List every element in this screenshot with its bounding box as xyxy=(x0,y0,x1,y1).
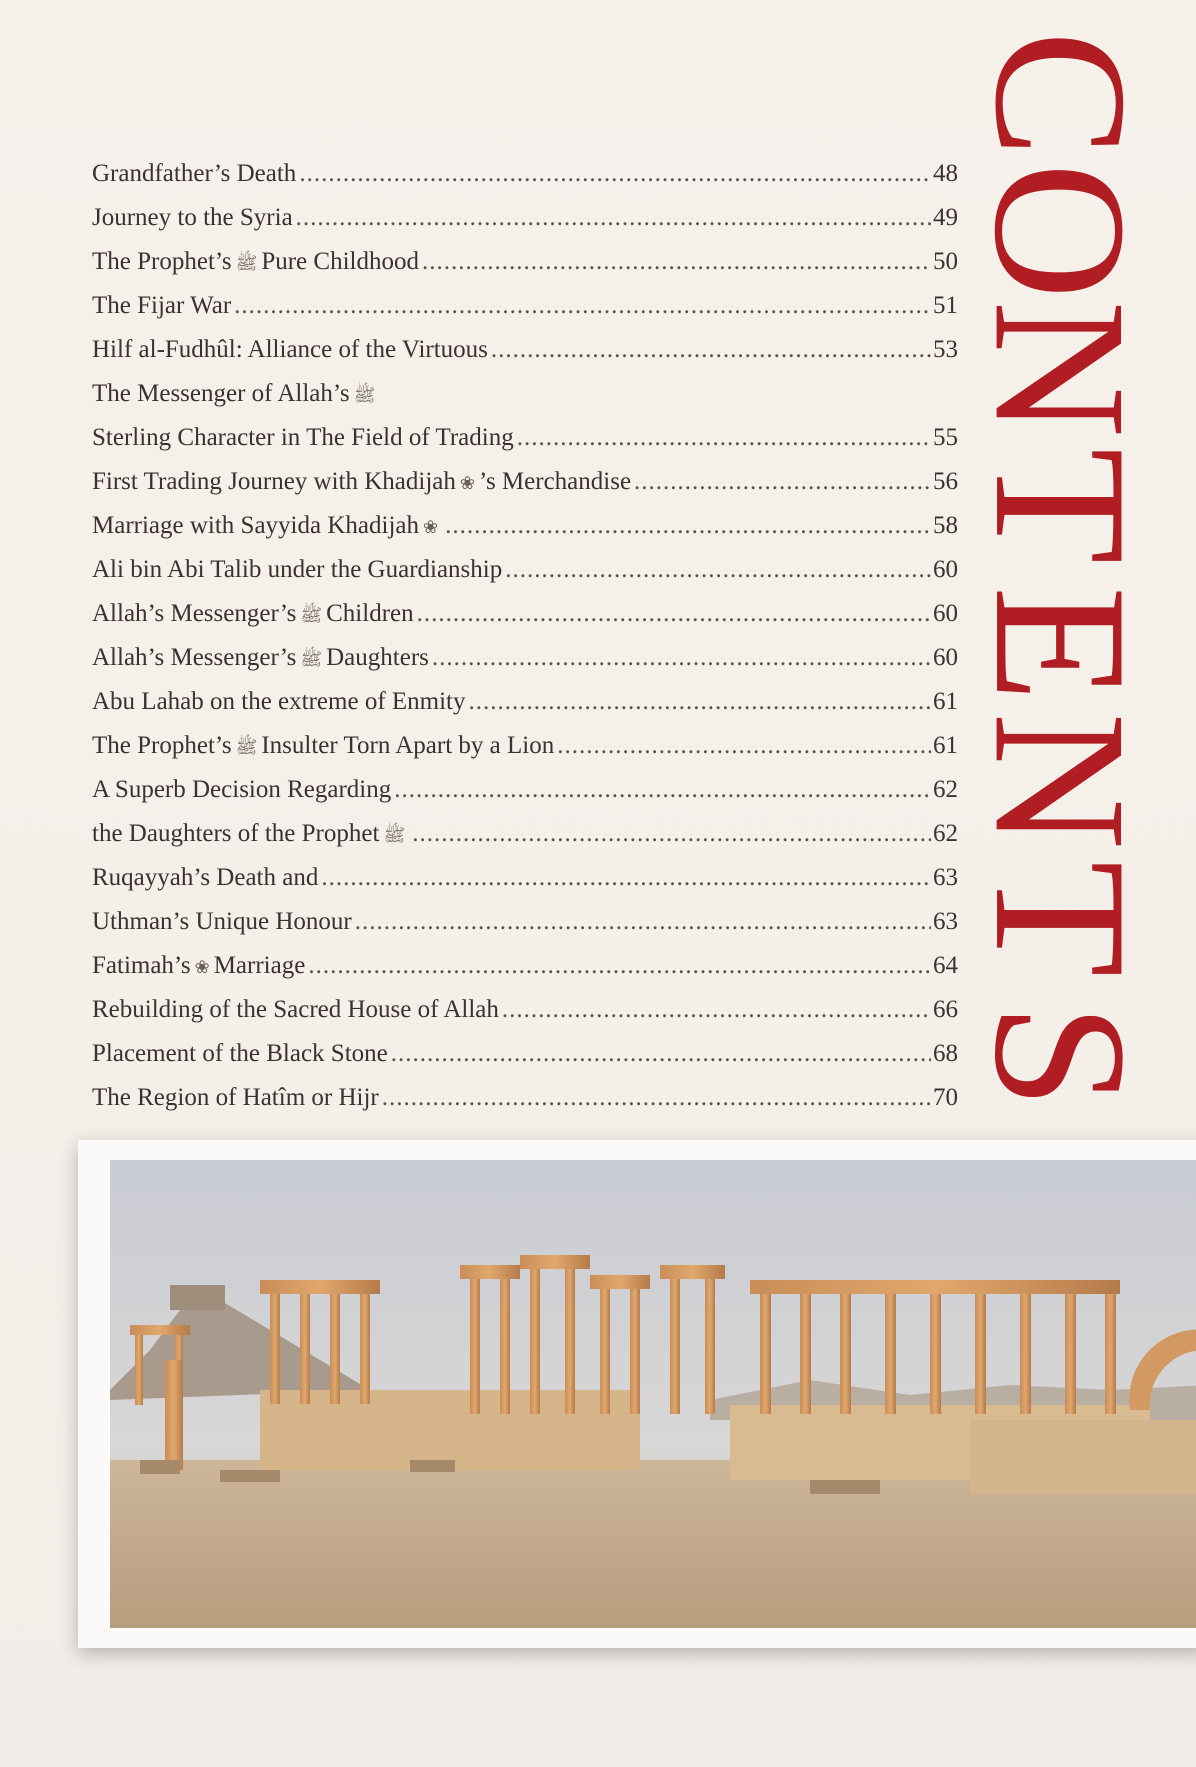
honorific-icon: ❀ xyxy=(459,473,475,493)
dot-leader xyxy=(234,284,931,328)
dot-leader xyxy=(491,328,931,372)
toc-page-number: 61 xyxy=(933,732,958,759)
dot-leader xyxy=(355,900,931,944)
toc-entry xyxy=(92,680,958,724)
toc-entry-title: Uthman’s Unique Honour xyxy=(92,908,352,935)
dot-leader xyxy=(321,856,931,900)
toc-entry-title: Placement of the Black Stone xyxy=(92,1040,388,1067)
toc-entry xyxy=(92,548,958,592)
heading-letter: T xyxy=(955,860,1165,977)
toc-page-number: 70 xyxy=(933,1084,958,1111)
toc-entry-title-cont: Marriage xyxy=(213,952,306,979)
toc-entry xyxy=(92,416,958,460)
table-of-contents xyxy=(92,152,958,1120)
toc-entry-title-cont: Children xyxy=(326,600,414,627)
toc-entry-title: Grandfather’s Death xyxy=(92,160,297,187)
toc-page-number: 56 xyxy=(933,468,958,495)
toc-page-number: 66 xyxy=(933,996,958,1023)
dot-leader xyxy=(634,460,931,504)
heading-letter: C xyxy=(954,30,1165,158)
toc-entry-title: The Region of Hatîm or Hijr xyxy=(92,1084,379,1111)
toc-page-number: 63 xyxy=(933,908,958,935)
toc-entry xyxy=(92,284,958,328)
toc-page-number: 53 xyxy=(933,336,958,363)
toc-entry-title: Hilf al-Fudhûl: Alliance of the Virtuous xyxy=(92,336,488,363)
dot-leader xyxy=(296,196,931,240)
toc-page-number: 63 xyxy=(933,864,958,891)
dot-leader xyxy=(505,548,931,592)
honorific-icon: ﷺ xyxy=(300,605,323,625)
toc-entry xyxy=(92,856,958,900)
toc-entry-title: The Fijar War xyxy=(92,292,232,319)
dot-leader xyxy=(391,1032,931,1076)
heading-letter: S xyxy=(954,1003,1165,1109)
honorific-icon: ﷺ xyxy=(235,253,258,273)
toc-entry-title: Marriage with Sayyida Khadijah xyxy=(92,512,419,539)
toc-entry-title: First Trading Journey with Khadijah xyxy=(92,468,456,495)
dot-leader xyxy=(382,1076,931,1120)
toc-entry-title: Abu Lahab on the extreme of Enmity xyxy=(92,688,466,715)
dot-leader xyxy=(502,988,931,1032)
toc-entry xyxy=(92,1032,958,1076)
toc-page-number: 62 xyxy=(933,776,958,803)
toc-entry-title: the Daughters of the Prophet xyxy=(92,820,380,847)
toc-page-number: 68 xyxy=(933,1040,958,1067)
toc-page-number: 58 xyxy=(933,512,958,539)
toc-entry xyxy=(92,988,958,1032)
toc-page-number: 62 xyxy=(933,820,958,847)
dot-leader xyxy=(517,416,931,460)
toc-entry-title: The Messenger of Allah’s xyxy=(92,380,350,407)
toc-entry xyxy=(92,636,958,680)
ruins-illustration xyxy=(110,1160,1196,1628)
toc-page-number: 51 xyxy=(933,292,958,319)
dot-leader xyxy=(445,504,931,548)
toc-entry xyxy=(92,152,958,196)
toc-entry xyxy=(92,592,958,636)
toc-entry xyxy=(92,504,958,548)
toc-entry xyxy=(92,372,958,416)
toc-entry-title: Allah’s Messenger’s xyxy=(92,644,297,671)
dot-leader xyxy=(557,724,931,768)
heading-letter: N xyxy=(955,300,1165,438)
heading-letter: N xyxy=(955,712,1165,850)
toc-entry-title-cont: ’s Merchandise xyxy=(479,468,632,495)
dot-leader xyxy=(308,944,931,988)
toc-page-number: 60 xyxy=(933,644,958,671)
toc-page-number: 55 xyxy=(933,424,958,451)
toc-entry-title: Journey to the Syria xyxy=(92,204,293,231)
dot-leader xyxy=(412,812,931,856)
heading-letter: T xyxy=(955,448,1165,565)
honorific-icon: ﷺ xyxy=(300,649,323,669)
dot-leader xyxy=(299,152,931,196)
honorific-icon: ﷺ xyxy=(235,737,258,757)
contents-heading xyxy=(950,30,1170,1120)
toc-entry xyxy=(92,900,958,944)
toc-entry-title-cont: Insulter Torn Apart by a Lion xyxy=(261,732,555,759)
toc-entry xyxy=(92,944,958,988)
toc-page-number: 50 xyxy=(933,248,958,275)
toc-page-number: 60 xyxy=(933,600,958,627)
toc-entry-title: Rebuilding of the Sacred House of Allah xyxy=(92,996,499,1023)
toc-entry-title: Sterling Character in The Field of Trading xyxy=(92,424,514,451)
honorific-icon: ﷺ xyxy=(383,825,406,845)
toc-entry-title: Ali bin Abi Talib under the Guardianship xyxy=(92,556,503,583)
toc-page-number: 48 xyxy=(933,160,958,187)
dot-leader xyxy=(394,768,931,812)
heading-letter: E xyxy=(955,585,1165,702)
toc-entry-title: A Superb Decision Regarding xyxy=(92,776,392,803)
toc-entry xyxy=(92,812,958,856)
toc-entry-title: The Prophet’s xyxy=(92,248,232,275)
toc-entry-title-cont: Daughters xyxy=(326,644,429,671)
toc-entry-title: The Prophet’s xyxy=(92,732,232,759)
toc-entry xyxy=(92,768,958,812)
toc-entry xyxy=(92,1076,958,1120)
toc-entry-title: Fatimah’s xyxy=(92,952,191,979)
dot-leader xyxy=(469,680,932,724)
dot-leader xyxy=(417,592,931,636)
toc-page-number: 60 xyxy=(933,556,958,583)
honorific-icon: ❀ xyxy=(194,957,210,977)
toc-entry-title: Allah’s Messenger’s xyxy=(92,600,297,627)
toc-entry xyxy=(92,460,958,504)
toc-entry xyxy=(92,724,958,768)
heading-letter: O xyxy=(955,162,1165,301)
dot-leader xyxy=(422,240,931,284)
toc-page-number: 64 xyxy=(933,952,958,979)
dot-leader xyxy=(432,636,931,680)
toc-page-number: 61 xyxy=(933,688,958,715)
photo-frame xyxy=(78,1140,1196,1648)
honorific-icon: ﷺ xyxy=(353,385,376,405)
ruins-photo xyxy=(110,1160,1196,1628)
honorific-icon: ❀ xyxy=(423,517,439,537)
toc-entry-title: Ruqayyah’s Death and xyxy=(92,864,319,891)
toc-entry xyxy=(92,328,958,372)
toc-entry xyxy=(92,196,958,240)
toc-entry-title-cont: Pure Childhood xyxy=(261,248,419,275)
toc-entry xyxy=(92,240,958,284)
toc-page-number: 49 xyxy=(933,204,958,231)
